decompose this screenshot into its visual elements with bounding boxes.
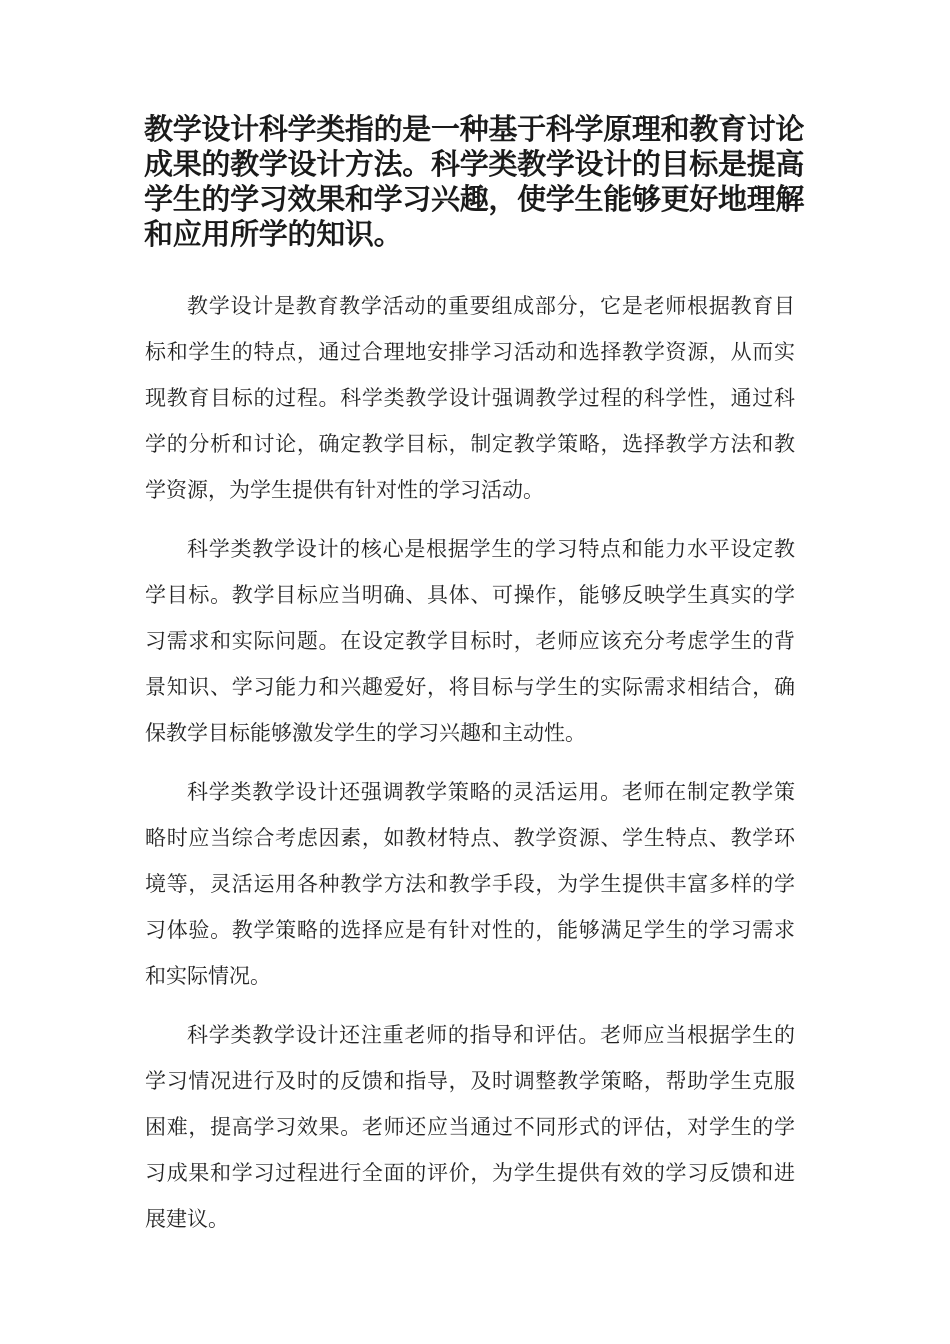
paragraph-2: 科学类教学设计的核心是根据学生的学习特点和能力水平设定教学目标。教学目标应当明确、具体、可操作，能够反映学生真实的学习需求和实际问题。在设定教学目标时，老师应该充分考虑学生的背景知识、学习能力和兴趣爱好，将目标与学生的实际需求相结合，确保教学目标能够激发学生的学习兴趣和主动性。 [145,537,795,745]
paragraph-3: 科学类教学设计还强调教学策略的灵活运用。老师在制定教学策略时应当综合考虑因素，如教材特点、教学资源、学生特点、教学环境等，灵活运用各种教学方法和教学手段，为学生提供丰富多样的学习体验。教学策略的选择应是有针对性的，能够满足学生的学习需求和实际情况。 [145,780,795,988]
document-body [145,283,795,1255]
paragraph-1: 教学设计是教育教学活动的重要组成部分，它是老师根据教育目标和学生的特点，通过合理地安排学习活动和选择教学资源，从而实现教育目标的过程。科学类教学设计强调教学过程的科学性，通过科学的分析和讨论，确定教学目标，制定教学策略，选择教学方法和教学资源，为学生提供有针对性的学习活动。 [145,294,795,502]
document-heading: 教学设计科学类指的是一种基于科学原理和教育讨论成果的教学设计方法。科学类教学设计的目标是提高学生的学习效果和学习兴趣，使学生能够更好地理解和应用所学的知识。 [144,112,805,251]
paragraph-4: 科学类教学设计还注重老师的指导和评估。老师应当根据学生的学习情况进行及时的反馈和指导，及时调整教学策略，帮助学生克服困难，提高学习效果。老师还应当通过不同形式的评估，对学生的学习成果和学习过程进行全面的评价，为学生提供有效的学习反馈和进展建议。 [145,1023,795,1231]
